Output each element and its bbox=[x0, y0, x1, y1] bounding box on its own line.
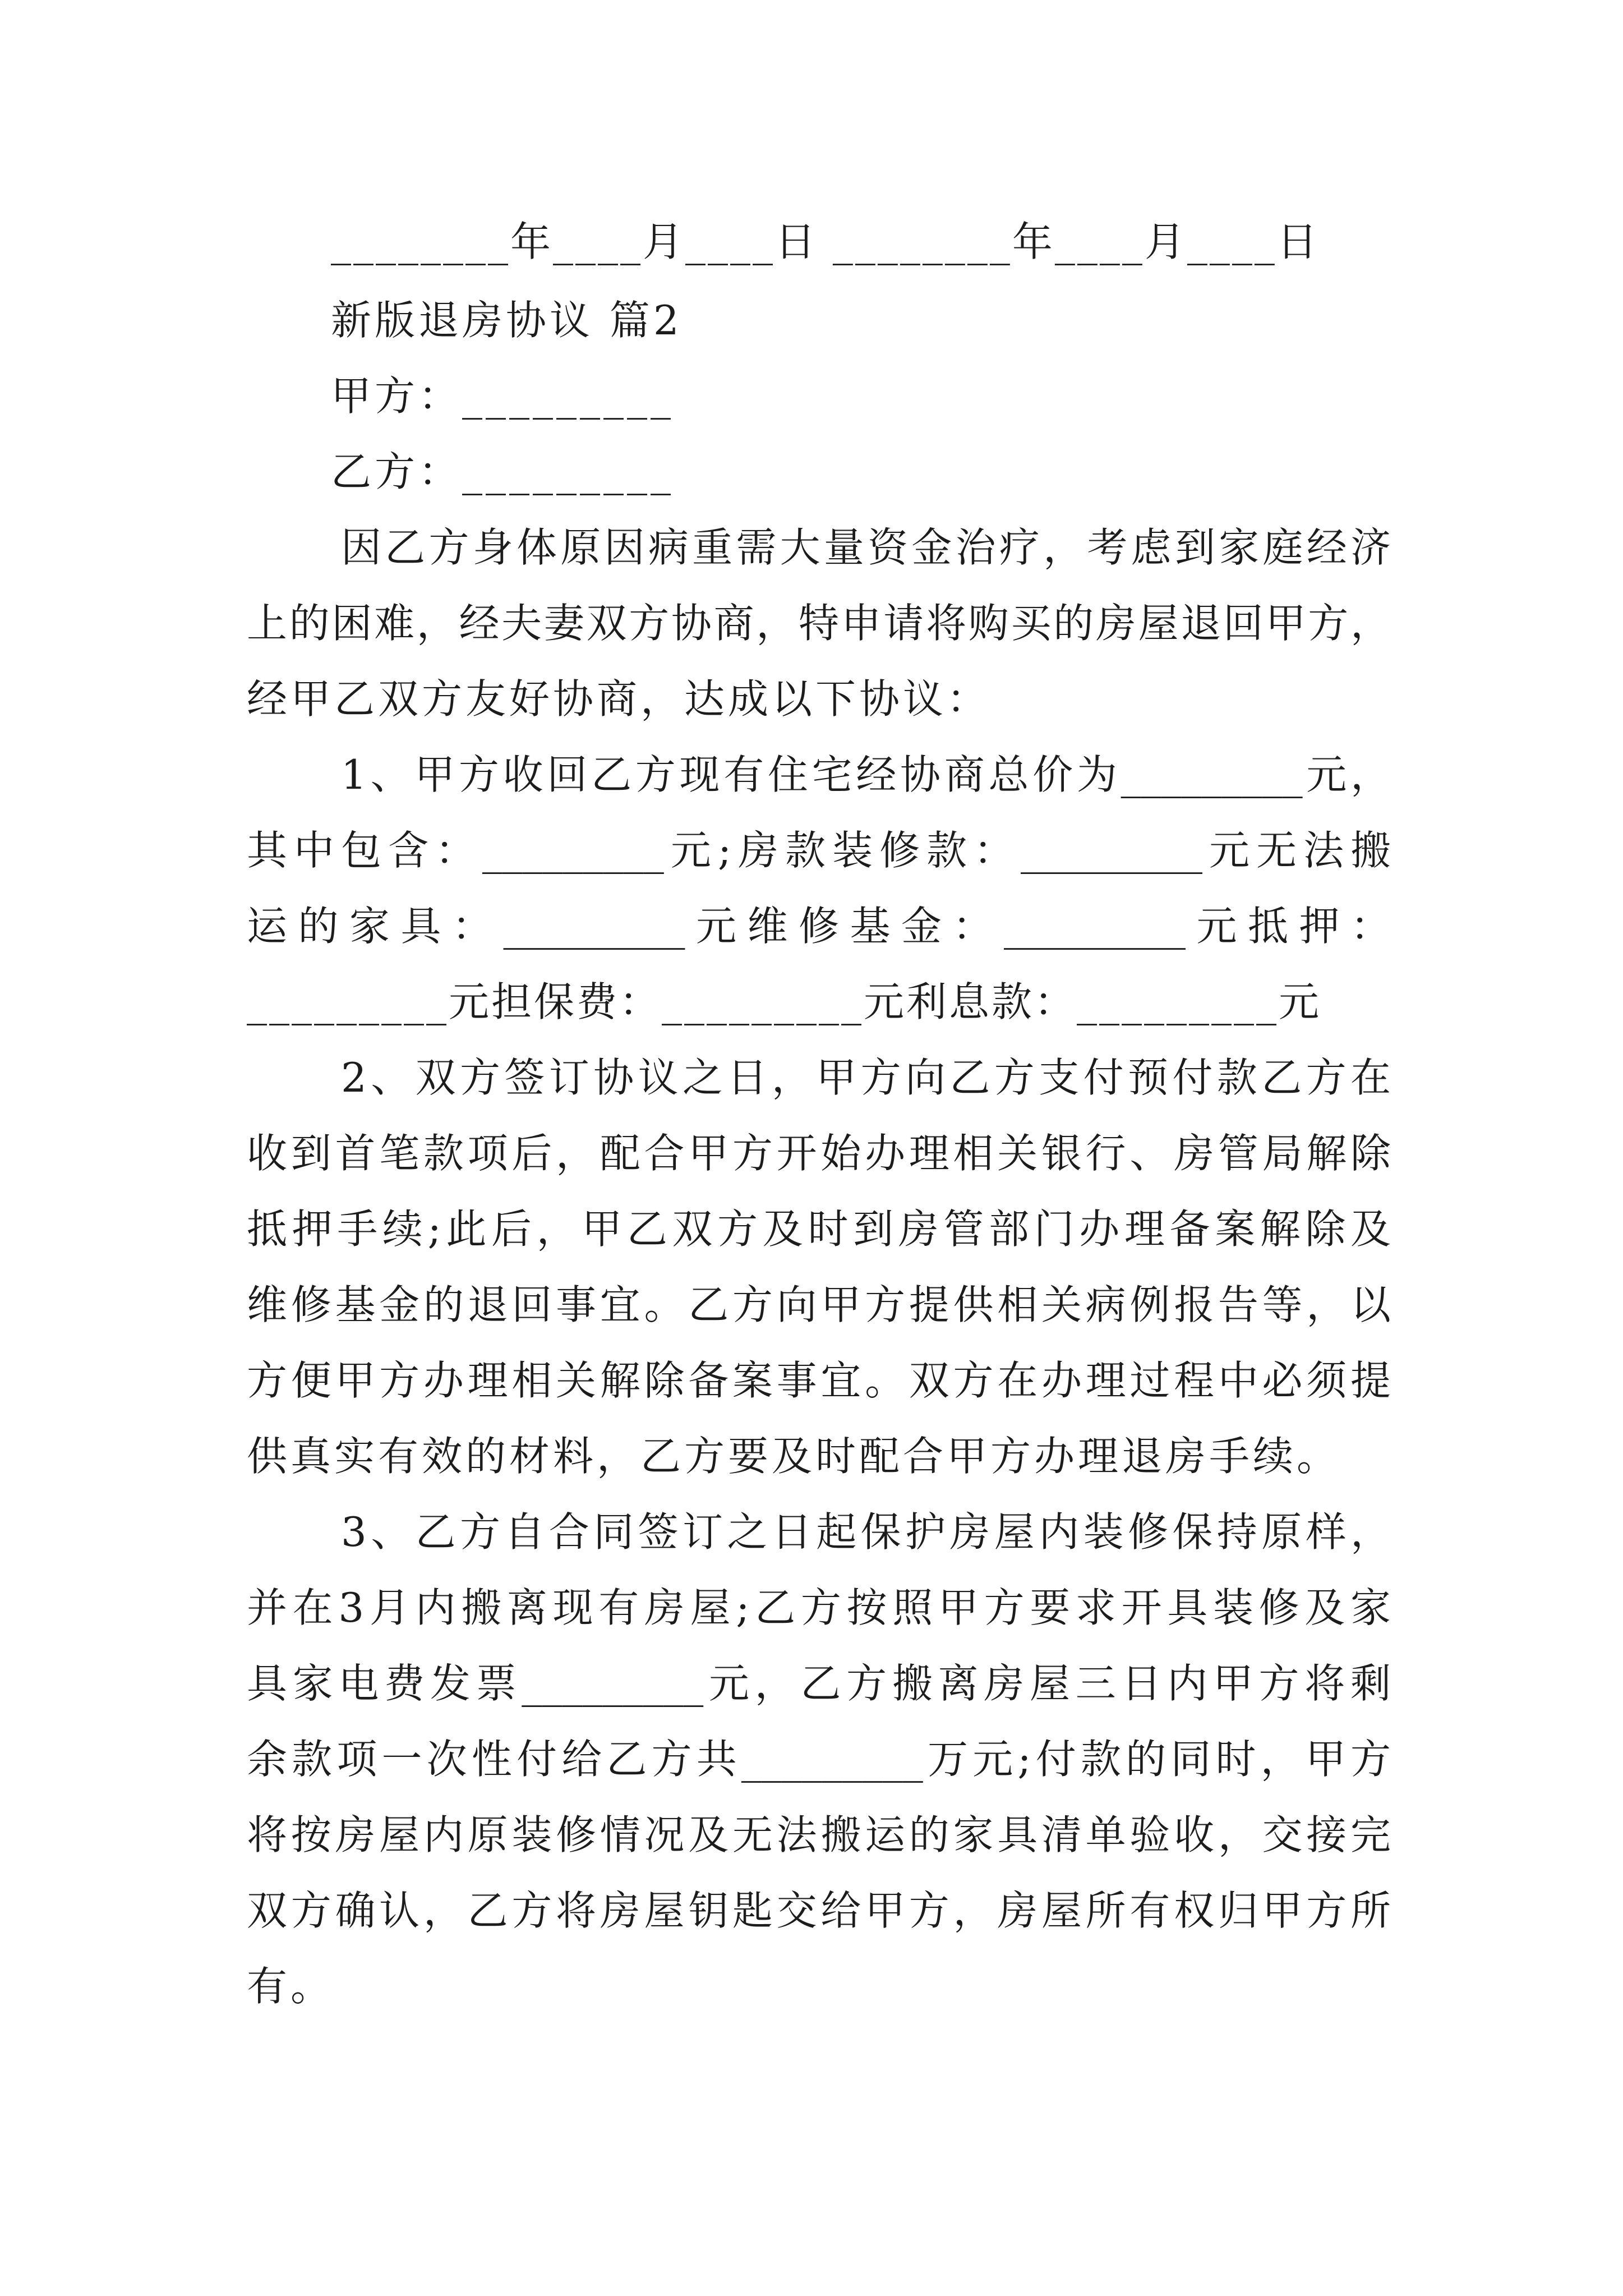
clause-1-line-1: 1、甲方收回乙方现有住宅经协商总价为_________元， bbox=[341, 751, 1391, 798]
clause-3-line-5: 将按房屋内原装修情况及无法搬运的家具清单验收，交接完 bbox=[247, 1811, 1391, 1858]
clause-2-line-1: 2、双方签订协议之日，甲方向乙方支付预付款乙方在 bbox=[341, 1054, 1391, 1101]
clause-3-line-2: 并在3月内搬离现有房屋;乙方按照甲方要求开具装修及家 bbox=[247, 1584, 1391, 1631]
clause-3-line-7: 有。 bbox=[247, 1963, 335, 2010]
clause-3-line-1: 3、乙方自合同签订之日起保护房屋内装修保持原样， bbox=[341, 1508, 1391, 1556]
clause-2-line-5: 方便甲方办理相关解除备案事宜。双方在办理过程中必须提 bbox=[247, 1357, 1391, 1404]
clause-1-line-2: 其中包含：_________元;房款装修款：_________元无法搬 bbox=[247, 827, 1391, 874]
intro-line-2: 上的困难，经夫妻双方协商，特申请将购买的房屋退回甲方， bbox=[247, 600, 1391, 647]
clause-2-line-4: 维修基金的退回事宜。乙方向甲方提供相关病例报告等，以 bbox=[247, 1281, 1391, 1328]
clause-3-line-4: 余款项一次性付给乙方共_________万元;付款的同时，甲方 bbox=[247, 1736, 1391, 1783]
clause-1-line-3: 运的家具：_________元维修基金：_________元抵押： bbox=[247, 903, 1391, 950]
clause-2-line-3: 抵押手续;此后，甲乙双方及时到房管部门办理备案解除及 bbox=[247, 1205, 1391, 1253]
clause-2-line-6: 供真实有效的材料，乙方要及时配合甲方办理退房手续。 bbox=[247, 1433, 1341, 1480]
section-title: 新版退房协议 篇2 bbox=[331, 297, 683, 344]
date-line: ________年____月____日 ________年____月____日 bbox=[331, 218, 1320, 265]
clause-3-line-3: 具家电费发票_________元，乙方搬离房屋三日内甲方将剩 bbox=[247, 1660, 1391, 1707]
intro-line-3: 经甲乙双方友好协商，达成以下协议： bbox=[247, 675, 991, 723]
clause-1-line-4: _________元担保费：_________元利息款：_________元 bbox=[247, 978, 1322, 1025]
party-a-line: 甲方：_________ bbox=[331, 372, 675, 420]
clause-2-line-2: 收到首笔款项后，配合甲方开始办理相关银行、房管局解除 bbox=[247, 1130, 1391, 1177]
intro-line-1: 因乙方身体原因病重需大量资金治疗，考虑到家庭经济 bbox=[341, 524, 1391, 571]
clause-3-line-6: 双方确认，乙方将房屋钥匙交给甲方，房屋所有权归甲方所 bbox=[247, 1887, 1391, 1934]
party-b-line: 乙方：_________ bbox=[331, 448, 675, 495]
